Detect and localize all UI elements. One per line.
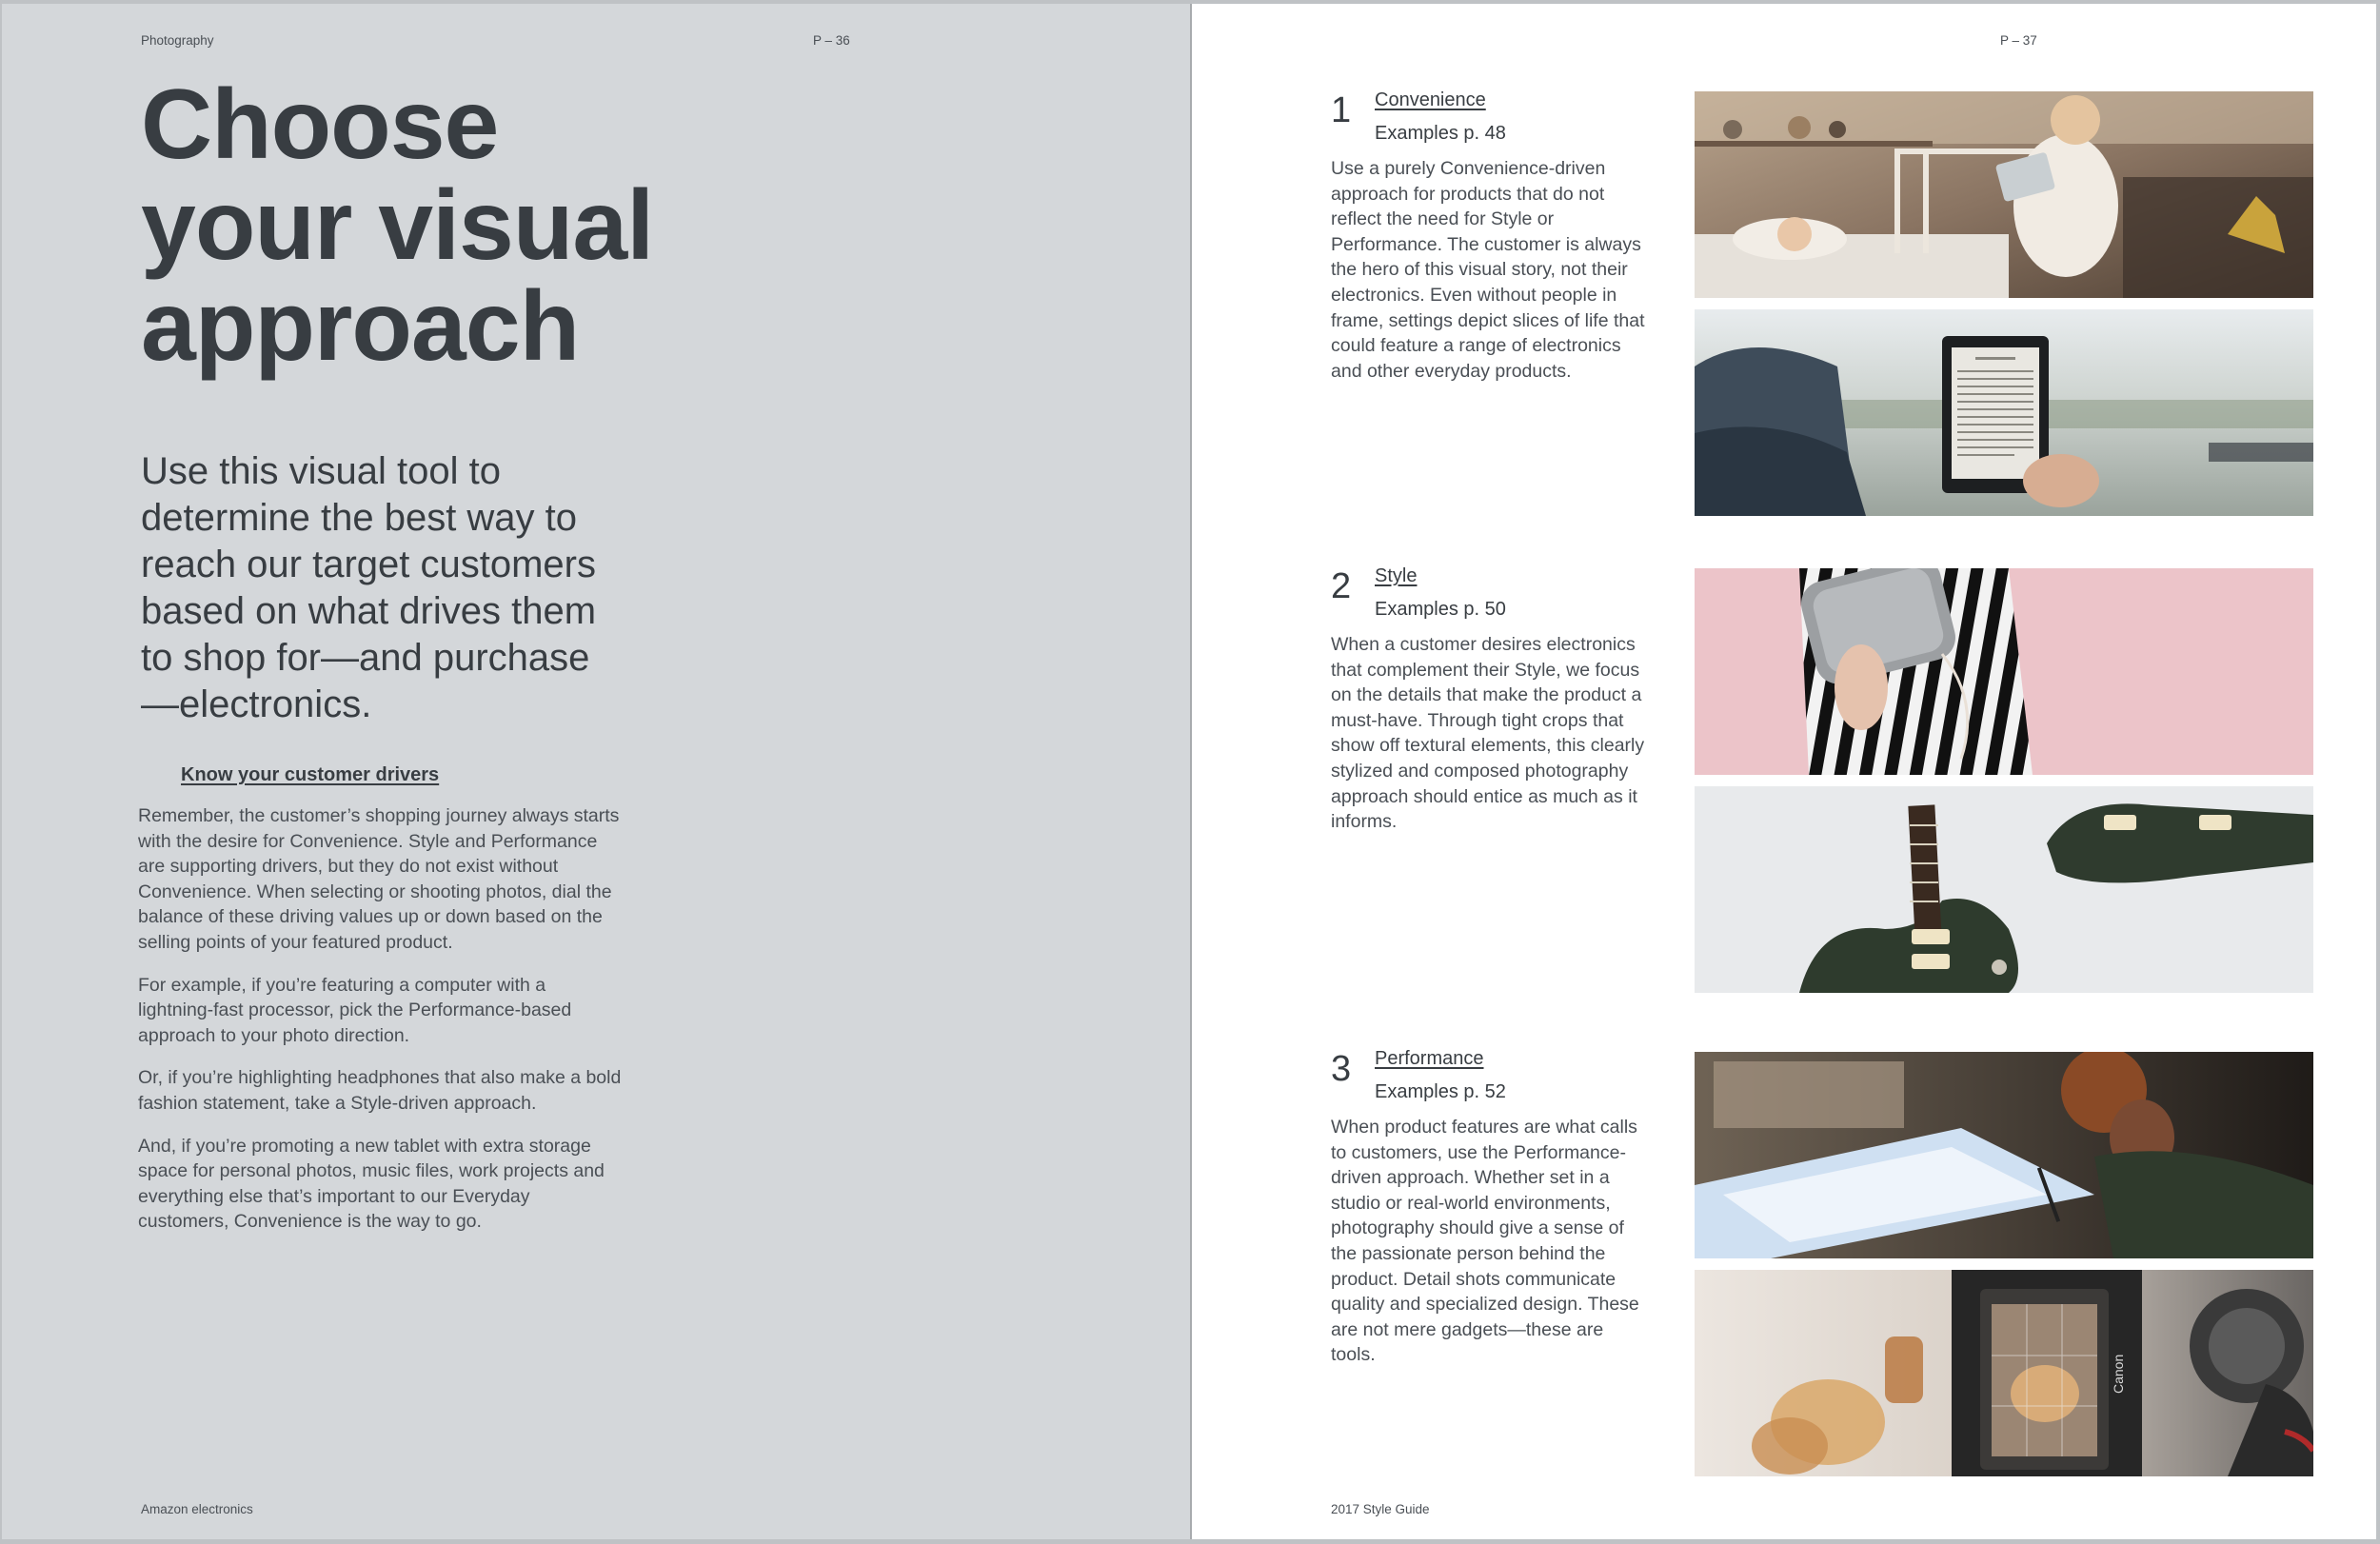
item-number: 1 bbox=[1331, 90, 1352, 130]
item-reference: Examples p. 50 bbox=[1375, 599, 1506, 620]
lede-line: Use this visual tool to bbox=[141, 450, 501, 492]
photo-camera-pastries bbox=[1695, 1270, 2313, 1476]
page-number: P – 37 bbox=[2000, 33, 2037, 48]
lede-line: —electronics. bbox=[141, 683, 372, 725]
title-line: your visual bbox=[141, 170, 654, 281]
item-reference: Examples p. 48 bbox=[1375, 123, 1506, 144]
footer-label: Amazon electronics bbox=[141, 1502, 253, 1516]
page-title bbox=[141, 69, 674, 382]
photo-speaker-striped-outfit bbox=[1695, 568, 2313, 775]
item-title: Convenience bbox=[1375, 89, 1486, 110]
svg-text:Canon: Canon bbox=[2111, 1354, 2126, 1394]
item-description: Use a purely Convenience-driven approach for products that do not reflect the need for Style or Performance. The customer is always the hero of this visual story, not their electronics. Even without people in frame, settings depict slices of life that could feature a range of electronics and other everyday products. bbox=[1331, 158, 1645, 382]
document-spread bbox=[2, 4, 2376, 1539]
photo-green-guitar bbox=[1695, 786, 2313, 993]
photo-e-reader-in-car bbox=[1695, 309, 2313, 516]
item-description: When a customer desires electronics that complement their Style, we focus on the details that make the product a must-have. Through tight crops that show off textural elements, this clearly stylized and composed photography approach should entice as much as it informs. bbox=[1331, 634, 1645, 833]
lede-line: to shop for—and purchase bbox=[141, 637, 590, 679]
item-title: Performance bbox=[1375, 1048, 1484, 1069]
item-reference: Examples p. 52 bbox=[1375, 1081, 1506, 1102]
body-paragraph: For example, if you’re featuring a computer with a lightning-fast processor, pick the Performance-based approach to your photo direction. bbox=[138, 974, 572, 1046]
item-description: When product features are what calls to customers, use the Performance-driven approach. Whether set in a studio or real-world environments, photography should give a sense of the passionate person behind the product. Detail shots communicate quality and specialized design. These are not mere gadgets—these are tools. bbox=[1331, 1117, 1639, 1366]
photo-woman-with-tablet bbox=[1695, 91, 2313, 298]
lede-line: based on what drives them bbox=[141, 590, 597, 632]
lede-line: reach our target customers bbox=[141, 544, 596, 585]
right-page bbox=[1192, 4, 2376, 1539]
body-copy bbox=[138, 803, 624, 1252]
lede-line: determine the best way to bbox=[141, 497, 578, 539]
footer-label: 2017 Style Guide bbox=[1331, 1502, 1430, 1516]
body-paragraph: Or, if you’re highlighting headphones that also make a bold fashion statement, take a Style-driven approach. bbox=[138, 1067, 622, 1114]
body-paragraph: And, if you’re promoting a new tablet with extra storage space for personal photos, music files, work projects and everything else that’s important to our Everyday customers, Convenience is the way to go. bbox=[138, 1135, 605, 1233]
title-line: approach bbox=[141, 271, 580, 382]
item-number: 2 bbox=[1331, 566, 1352, 606]
intro-lede bbox=[141, 448, 636, 728]
section-label: Photography bbox=[141, 33, 214, 48]
body-paragraph: Remember, the customer’s shopping journey always starts with the desire for Convenience. Style and Performance are supporting drivers, but they do not exist without Convenience. When selecting or shooting photos, dial the balance of these driving values up or down based on the selling points of your featured product. bbox=[138, 805, 620, 953]
left-page bbox=[2, 4, 1190, 1539]
page-number: P – 36 bbox=[813, 33, 850, 48]
photo-artist-light-table bbox=[1695, 1052, 2313, 1258]
item-title: Style bbox=[1375, 565, 1418, 586]
title-line: Choose bbox=[141, 69, 499, 180]
section-subhead: Know your customer drivers bbox=[181, 764, 440, 785]
item-number: 3 bbox=[1331, 1049, 1352, 1089]
